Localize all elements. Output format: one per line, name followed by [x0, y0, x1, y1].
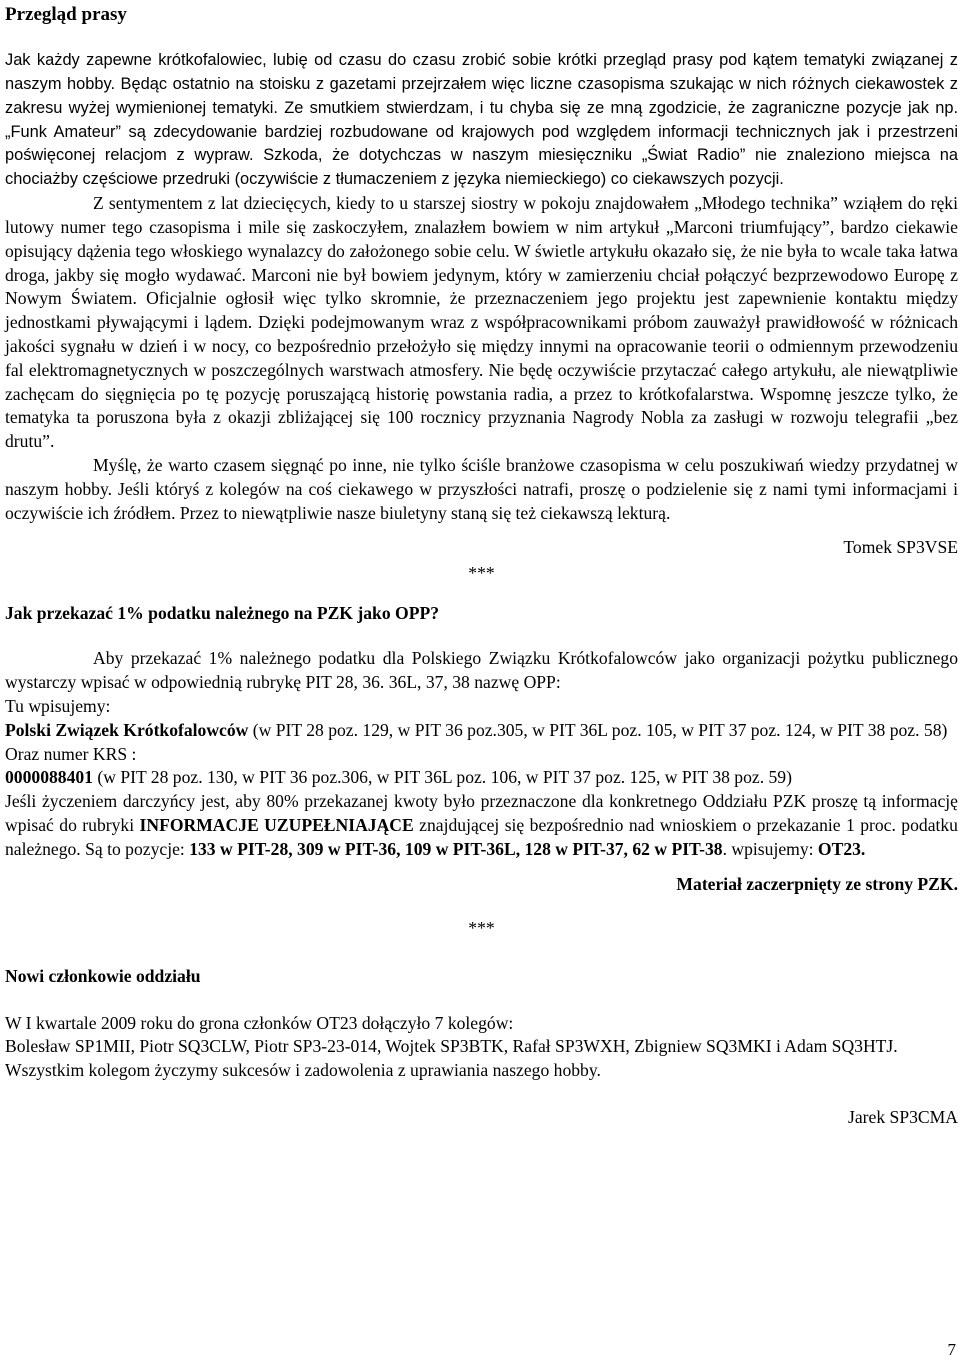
- line-krs: Oraz numer KRS :: [5, 743, 137, 764]
- wish-text-a: Jeśli życzeniem darczyńcy jest, aby 80% przekazanej kwoty było przeznaczone dla konkretnego Oddziału PZK proszę tą informację wpisać do rubryki: [5, 791, 958, 835]
- page-number: 7: [947, 1340, 956, 1359]
- signature-jarek: Jarek SP3CMA: [848, 1106, 958, 1127]
- source-note: Materiał zaczerpnięty ze strony PZK.: [676, 873, 958, 894]
- paragraph-krs: [5, 766, 958, 790]
- paragraph-closing: Myślę, że warto czasem sięgnąć po inne, nie tylko ściśle branżowe czasopisma w celu poszukiwań wiedzy przydatnej w naszym hobby. Jeśli któryś z kolegów na coś ciekawego w przyszłości natrafi, proszę o podzielenie się z nami tymi informacjami i oczywiście ich źródłem. Przez to niewątpliwie nasze biuletyny staną się też ciekawszą lekturą.: [5, 455, 958, 523]
- document-page: [5, 0, 958, 1129]
- line-tu-wpisujemy: Tu wpisujemy:: [5, 695, 111, 716]
- wish-text-c: znajdującej się bezpośrednio nad wnioskiem o przekazanie 1 proc. podatku należnego. Są to pozycje:: [5, 814, 958, 859]
- paragraph-oddzial-info: [5, 790, 958, 861]
- paragraph-org-name: [5, 719, 958, 743]
- signature-tomek: Tomek SP3VSE: [843, 537, 958, 558]
- article-title-new-members: Nowi członkowie oddziału: [5, 965, 201, 986]
- wish-text-e: . wpisujemy:: [722, 838, 818, 859]
- paragraph-tax-intro: Aby przekazać 1% należnego podatku dla Polskiego Związku Krótkofalowców jako organizacji pożytku publicznego wystarczy wpisać w odpowiednią rubrykę PIT 28, 36. 36L, 37, 38 nazwę OPP:: [5, 648, 958, 693]
- article-title-tax: Jak przekazać 1% podatku należnego na PZK jako OPP?: [5, 603, 439, 624]
- org-pit-refs: (w PIT 28 poz. 129, w PIT 36 poz.305, w PIT 36L poz. 105, w PIT 37 poz. 124, w PIT 38 poz. 58): [248, 719, 948, 740]
- krs-pit-refs: (w PIT 28 poz. 130, w PIT 36 poz.306, w PIT 36L poz. 106, w PIT 37 poz. 125, w PIT 38 poz. 59): [92, 767, 792, 788]
- section-separator: ***: [468, 563, 495, 584]
- krs-number: 0000088401: [5, 767, 93, 788]
- wish-text-f: OT23.: [817, 838, 866, 859]
- paragraph-intro: Jak każdy zapewne krótkofalowiec, lubię od czasu do czasu zrobić sobie krótki przegląd prasy pod kątem tematyki związanej z naszym hobby. Będąc ostatnio na stoisku z gazetami przejrzałem więc liczne czasopisma szukając w nich różnych ciekawostek z zakresu wyżej wymienionej tematyki. Ze smutkiem stwierdzam, i tu chyba się ze mną zgodzicie, że zagraniczne pozycje jak np. „Funk Amateur” są zdecydowanie bardziej rozbudowane od krajowych pod względem informacji technicznych jak i przestrzeni poświęconej relacjom z wypraw. Szkoda, że dotychczas w naszym miesięczniku „Świat Radio” nie znaleziono miejsca na chociażby częściowe przedruki (oczywiście z tłumaczeniem z języka niemieckiego) co ciekawszych pozycji.: [5, 50, 958, 189]
- paragraph-new-members-intro: W I kwartale 2009 roku do grona członków OT23 dołączyło 7 kolegów:: [5, 1012, 514, 1033]
- section-separator-2: ***: [468, 917, 495, 938]
- paragraph-marconi: Z sentymentem z lat dziecięcych, kiedy to u starszej siostry w pokoju znajdowałem „Młodego technika” wziąłem do ręki lutowy numer tego czasopisma i mile się zaskoczyłem, znalazłem bowiem w nim artykuł „Marconi triumfujący”, bardzo ciekawie opisujący dążenia tego włoskiego wynalazcy do założonego sobie celu. W świetle artykułu okazało się, że nie była to wcale taka łatwa droga, jakby się mogło wydawać. Marconi nie był bowiem jedynym, który w zamierzeniu chciał połączyć bezprzewodowo Europę z Nowym Światem. Oficjalnie ogłosił więc tylko skromnie, że przeznaczeniem jego projektu jest zapewnienie kontaktu między jednostkami pływającymi i lądem. Dzięki podejmowanym wraz z współpracownikami próbom zauważył prawidłowość w różnicach jakości sygnału w dzień i w nocy, co bezpośrednio przełożyło się między innymi na opracowanie teorii o odmiennym przewodzeniu fal elektromagnetycznych w poszczególnych warstwach atmosfery. Nie będę oczywiście przytaczać całego artykułu, ale niewątpliwie zachęcam do sięgnięcia po tę pozycję poruszającą historię powstania radia, a przez to krótkofalarstwa. Wspomnę jeszcze tylko, że tematyka ta poruszona była z okazji zbliżającej się 100 rocznicy przyznania Nagrody Nobla za zasługi w rozwoju telegrafii „bez drutu”.: [5, 193, 958, 452]
- wish-text-d: 133 w PIT-28, 309 w PIT-36, 109 w PIT-36L, 128 w PIT-37, 62 w PIT-38: [189, 838, 723, 859]
- article-title-press-review: Przegląd prasy: [5, 4, 127, 25]
- wish-text-b: INFORMACJE UZUPEŁNIAJĄCE: [139, 814, 414, 835]
- org-name: Polski Związek Krótkofalowców: [5, 719, 249, 740]
- paragraph-new-members-list: Bolesław SP1MII, Piotr SQ3CLW, Piotr SP3-23-014, Wojtek SP3BTK, Rafał SP3WXH, Zbigniew SQ3MKI i Adam SQ3HTJ. Wszystkim kolegom życzymy sukcesów i zadowolenia z uprawiania naszego hobby.: [5, 1036, 898, 1081]
